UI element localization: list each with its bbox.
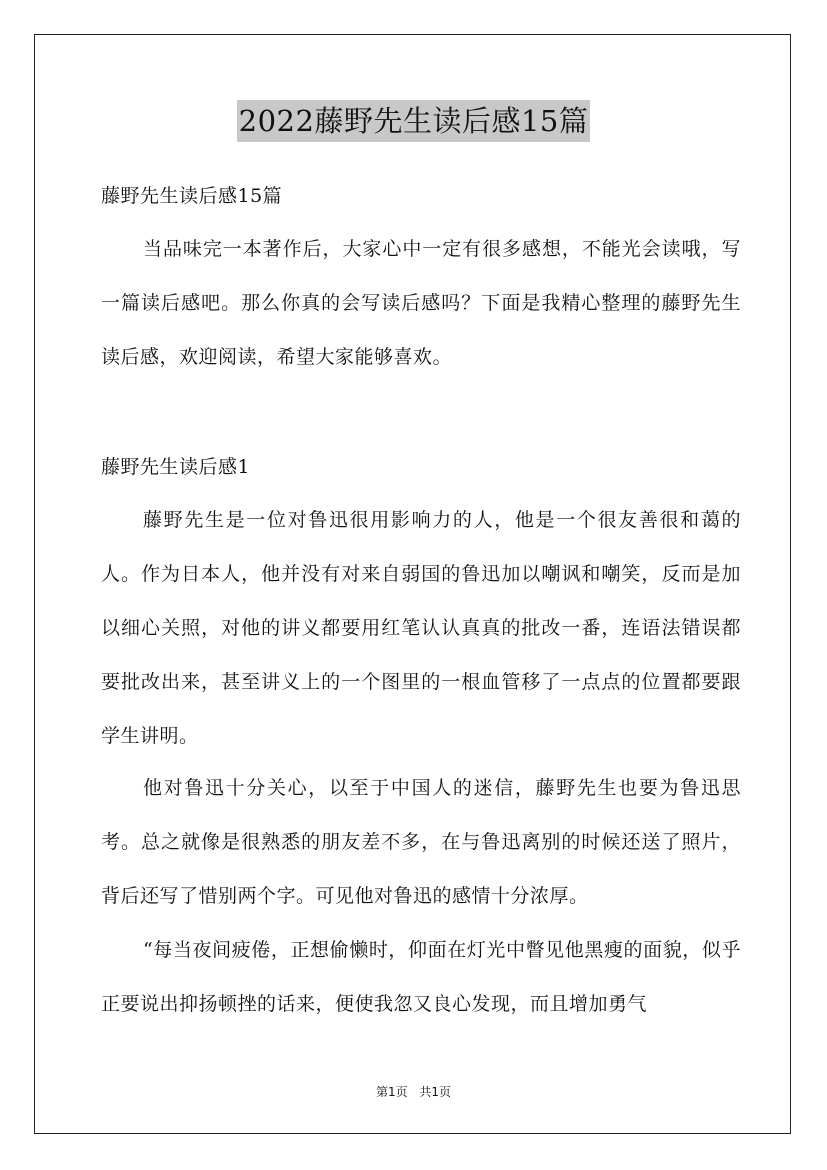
page-current: 第1页 [375, 1085, 408, 1099]
page-footer [0, 1083, 827, 1100]
section-heading: 藤野先生读后感1 [101, 456, 251, 478]
body-paragraph-1: 藤野先生是一位对鲁迅很用影响力的人，他是一个很友善很和蔼的人。作为日本人，他并没有对来自弱国的鲁迅加以嘲讽和嘲笑，反而是加以细心关照，对他的讲义都要用红笔认认真真的批改一番，连语法错误都要批改出来，甚至讲义上的一个图里的一根血管移了一点点的位置都要跟学生讲明。 [101, 509, 741, 747]
title-container [0, 100, 827, 142]
body-paragraph-3: “每当夜间疲倦，正想偷懒时，仰面在灯光中瞥见他黑瘦的面貌，似乎正要说出抑扬顿挫的话来，便使我忽又良心发现，而且增加勇气 [101, 939, 741, 1015]
page-total: 共1页 [419, 1085, 452, 1099]
body-paragraph-2: 他对鲁迅十分关心，以至于中国人的迷信，藤野先生也要为鲁迅思考。总之就像是很熟悉的朋友差不多，在与鲁迅离别的时候还送了照片，背后还写了惜别两个字。可见他对鲁迅的感情十分浓厚。 [101, 777, 741, 907]
intro-heading: 藤野先生读后感15篇 [101, 185, 283, 207]
document-title: 2022藤野先生读后感15篇 [237, 100, 591, 142]
intro-paragraph: 当品味完一本著作后，大家心中一定有很多感想，不能光会读哦，写一篇读后感吧。那么你真的会写读后感吗？下面是我精心整理的藤野先生读后感，欢迎阅读，希望大家能够喜欢。 [101, 238, 741, 368]
